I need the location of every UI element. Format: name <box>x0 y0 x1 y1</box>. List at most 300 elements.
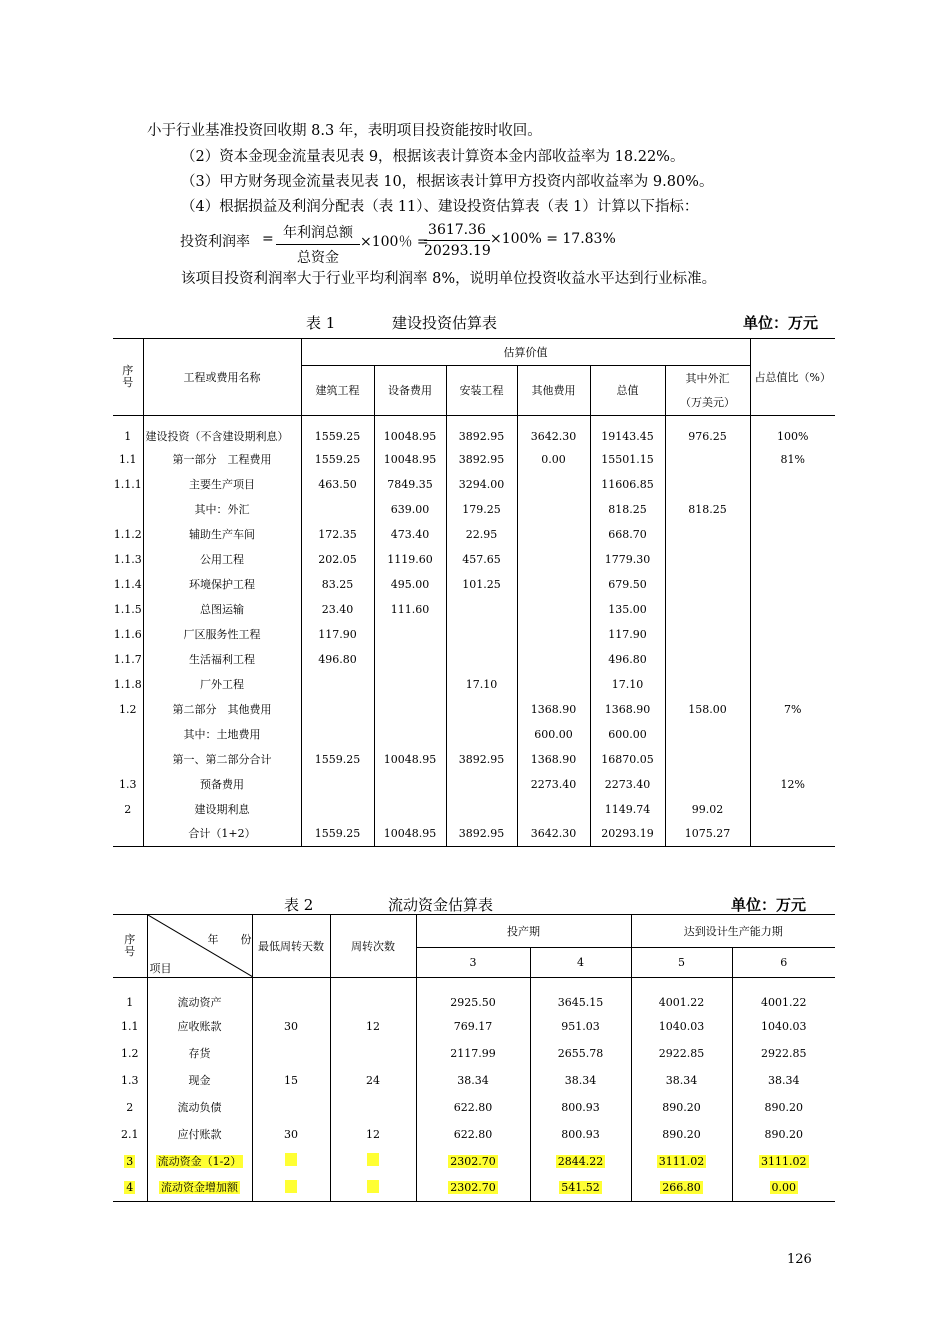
table2-cell-year-4: 800.93 <box>530 1121 631 1148</box>
table2-cell-year-5 <box>631 1148 732 1175</box>
table1-cell-foreign: 1075.27 <box>665 822 750 847</box>
formula-equals: = <box>262 231 274 247</box>
table1-cell-ratio <box>750 747 835 772</box>
table2-cell-seq: 1.1 <box>121 1019 139 1033</box>
table2-cell-turnover: 24 <box>330 1067 416 1094</box>
table1-cell-total: 1368.90 <box>590 697 665 722</box>
table1-cell-installation <box>446 647 517 672</box>
table2-cell-year-5: 890.20 <box>631 1121 732 1148</box>
formula-multiplier-2: ×100% = 17.83% <box>490 231 616 247</box>
working-capital-table <box>113 914 835 1202</box>
table1-cell-ratio <box>750 547 835 572</box>
table1-cell-foreign <box>665 547 750 572</box>
table2-row <box>113 1175 835 1202</box>
table1-header-foreign-line2: （万美元） <box>680 395 735 409</box>
table2-cell-turnover: 12 <box>330 1013 416 1040</box>
table1-cell-equipment: 7849.35 <box>374 472 446 497</box>
table2-cell-year-6: 890.20 <box>732 1094 835 1121</box>
table2-cell-turnover: 12 <box>330 1121 416 1148</box>
table1-cell-foreign: 818.25 <box>665 497 750 522</box>
table1-cell-ratio: 7% <box>750 697 835 722</box>
table1-header-total: 总值 <box>590 366 665 416</box>
table1-cell-installation: 101.25 <box>446 572 517 597</box>
table1-cell-installation: 17.10 <box>446 672 517 697</box>
table1-caption-number: 表 1 <box>306 314 336 332</box>
highlighted-text: 3111.02 <box>658 1154 705 1168</box>
table1-cell-total: 135.00 <box>590 597 665 622</box>
highlight-mark <box>367 1153 379 1166</box>
table1-cell-seq: 1.1.8 <box>113 677 142 691</box>
table2-cell-min-days: 30 <box>252 1121 330 1148</box>
table1-row <box>113 672 835 697</box>
table1-cell-other <box>517 572 590 597</box>
table1-cell-foreign <box>665 597 750 622</box>
table2-cell-turnover <box>330 1040 416 1067</box>
table1-cell-installation <box>446 697 517 722</box>
table1-unit: 单位：万元 <box>743 314 819 332</box>
table1-cell-construction: 1559.25 <box>301 447 374 472</box>
table1-cell-total: 11606.85 <box>590 472 665 497</box>
table2-cell-seq: 2 <box>126 1100 134 1114</box>
table1-cell-ratio <box>750 472 835 497</box>
table1-cell-total: 668.70 <box>590 522 665 547</box>
table2-cell-year-4: 800.93 <box>530 1094 631 1121</box>
table2-caption-title: 流动资金估算表 <box>388 896 494 914</box>
table1-cell-equipment: 1119.60 <box>374 547 446 572</box>
table1-cell-foreign: 976.25 <box>665 416 750 447</box>
table1-cell-name: 第一、第二部分合计 <box>143 747 301 772</box>
table1-cell-name: 环境保护工程 <box>143 572 301 597</box>
highlight-mark <box>285 1180 297 1193</box>
table2-cell-year-3: 2117.99 <box>416 1040 530 1067</box>
table1-cell-seq: 1.1.7 <box>113 652 142 666</box>
table2-row <box>113 1067 835 1094</box>
table2-cell-turnover <box>330 1094 416 1121</box>
construction-investment-table <box>113 338 835 847</box>
table2-cell-min-days <box>252 1094 330 1121</box>
table2-cell-year-4 <box>530 1175 631 1202</box>
table1-cell-seq: 1.1.1 <box>113 477 142 491</box>
table1-cell-foreign <box>665 772 750 797</box>
table2-cell-year-5: 2922.85 <box>631 1040 732 1067</box>
highlighted-text: 流动资金增加额 <box>161 1181 238 1195</box>
table2-cell-item: 应收账款 <box>147 1013 252 1040</box>
table1-cell-other <box>517 597 590 622</box>
table1-cell-installation: 22.95 <box>446 522 517 547</box>
table1-cell-name: 建设投资（不含建设期利息） <box>143 416 301 447</box>
table1-cell-seq: 1.2 <box>119 702 137 716</box>
formula-multiplier-1: ×100％ = <box>360 234 429 250</box>
table2-header-seq: 序号 <box>113 915 147 978</box>
table1-cell-other: 3642.30 <box>517 822 590 847</box>
table1-cell-total: 679.50 <box>590 572 665 597</box>
table1-cell-installation <box>446 622 517 647</box>
table1-cell-construction <box>301 497 374 522</box>
highlighted-text: 流动资金（1-2） <box>157 1154 242 1168</box>
table1-cell-equipment: 10048.95 <box>374 747 446 772</box>
table1-cell-total: 818.25 <box>590 497 665 522</box>
table2-cell-year-4: 2655.78 <box>530 1040 631 1067</box>
table1-cell-equipment <box>374 772 446 797</box>
table1-cell-name: 预备费用 <box>143 772 301 797</box>
table1-cell-name: 第一部分 工程费用 <box>143 447 301 472</box>
table2-row <box>113 1148 835 1175</box>
table1-cell-seq <box>113 497 143 522</box>
table2-cell-min-days <box>252 1148 330 1175</box>
table2-cell-year-4: 951.03 <box>530 1013 631 1040</box>
table1-cell-name: 其中：土地费用 <box>143 722 301 747</box>
table1-cell-equipment: 473.40 <box>374 522 446 547</box>
table1-cell-equipment: 111.60 <box>374 597 446 622</box>
table1-cell-foreign: 158.00 <box>665 697 750 722</box>
table1-cell-ratio <box>750 572 835 597</box>
table1-cell-total: 15501.15 <box>590 447 665 472</box>
table1-cell-seq: 1.1.6 <box>113 627 142 641</box>
table1-cell-other: 3642.30 <box>517 416 590 447</box>
table1-row <box>113 522 835 547</box>
table1-cell-construction: 172.35 <box>301 522 374 547</box>
table2-header-diagonal <box>147 915 252 978</box>
table2-cell-turnover <box>330 978 416 1013</box>
formula-fraction-1-numerator: 年利润总额 <box>276 222 360 245</box>
table2-cell-year-6: 1040.03 <box>732 1013 835 1040</box>
table1-cell-foreign <box>665 747 750 772</box>
table1-cell-equipment: 495.00 <box>374 572 446 597</box>
table1-cell-seq <box>113 747 143 772</box>
table1-header-foreign-line1: 其中外汇 <box>685 371 730 385</box>
table2-cell-item: 存货 <box>147 1040 252 1067</box>
table1-row <box>113 497 835 522</box>
table1-cell-total: 117.90 <box>590 622 665 647</box>
table2-cell-seq <box>113 1148 147 1175</box>
table1-cell-foreign <box>665 722 750 747</box>
table2-row <box>113 1040 835 1067</box>
table2-cell-item: 流动资产 <box>147 978 252 1013</box>
table2-cell-min-days <box>252 1040 330 1067</box>
highlighted-text: 2844.22 <box>557 1154 604 1168</box>
table1-cell-foreign <box>665 647 750 672</box>
table1-cell-total: 20293.19 <box>590 822 665 847</box>
table1-cell-name: 其中：外汇 <box>143 497 301 522</box>
table1-row <box>113 647 835 672</box>
highlighted-text: 4 <box>126 1181 134 1195</box>
table1-cell-seq: 1.1 <box>119 452 137 466</box>
table2-cell-year-6: 4001.22 <box>732 978 835 1013</box>
table2-cell-item: 应付账款 <box>147 1121 252 1148</box>
table2-caption-number: 表 2 <box>284 896 314 914</box>
table2-cell-year-6: 890.20 <box>732 1121 835 1148</box>
table1-cell-equipment: 10048.95 <box>374 447 446 472</box>
table2-cell-year-5: 4001.22 <box>631 978 732 1013</box>
table1-row <box>113 697 835 722</box>
table1-row <box>113 722 835 747</box>
table1-cell-ratio <box>750 647 835 672</box>
table1-row <box>113 747 835 772</box>
table1-cell-total: 2273.40 <box>590 772 665 797</box>
table1-cell-seq: 1.1.5 <box>113 602 142 616</box>
table2-row <box>113 1013 835 1040</box>
table2-cell-seq <box>113 1175 147 1202</box>
page-number: 126 <box>787 1252 812 1267</box>
table2-row <box>113 1121 835 1148</box>
table1-cell-ratio: 81% <box>750 447 835 472</box>
table2-cell-item: 流动负债 <box>147 1094 252 1121</box>
table1-cell-seq <box>113 722 143 747</box>
table2-header-min-days: 最低周转天数 <box>252 915 330 978</box>
table1-cell-total: 1779.30 <box>590 547 665 572</box>
table2-cell-turnover <box>330 1175 416 1202</box>
table1-cell-ratio: 12% <box>750 772 835 797</box>
table1-cell-installation <box>446 797 517 822</box>
table1-row <box>113 772 835 797</box>
table1-cell-equipment: 639.00 <box>374 497 446 522</box>
table1-cell-foreign <box>665 672 750 697</box>
table1-cell-total: 1149.74 <box>590 797 665 822</box>
paragraph-conclusion: 该项目投资利润率大于行业平均利润率 8%，说明单位投资收益水平达到行业标准。 <box>181 271 717 287</box>
paragraph-partya-irr: （3）甲方财务现金流量表见表 10，根据该表计算甲方投资内部收益率为 9.80%。 <box>181 174 714 190</box>
table1-cell-seq <box>113 822 143 847</box>
table1-cell-ratio <box>750 797 835 822</box>
table1-cell-equipment <box>374 622 446 647</box>
highlight-mark <box>285 1153 297 1166</box>
table2-header-turnover: 周转次数 <box>330 915 416 978</box>
formula-fraction-1-denominator: 总资金 <box>297 250 339 266</box>
table1-cell-total: 600.00 <box>590 722 665 747</box>
table2-cell-year-3 <box>416 1148 530 1175</box>
table1-cell-equipment <box>374 672 446 697</box>
table2-cell-year-3: 2925.50 <box>416 978 530 1013</box>
table1-cell-other <box>517 622 590 647</box>
table1-cell-seq: 1.1.2 <box>113 527 142 541</box>
formula-fraction-2-numerator: 3617.36 <box>424 222 490 241</box>
table1-cell-construction <box>301 797 374 822</box>
table2-cell-year-3: 769.17 <box>416 1013 530 1040</box>
table2-header-year-4: 4 <box>530 948 631 978</box>
table1-cell-installation: 3892.95 <box>446 416 517 447</box>
table1-cell-seq: 1.3 <box>119 777 137 791</box>
table1-header-estimate: 估算价值 <box>301 339 750 366</box>
highlighted-text: 2302.70 <box>450 1154 496 1168</box>
table1-cell-name: 公用工程 <box>143 547 301 572</box>
table2-cell-seq: 1.2 <box>121 1046 139 1060</box>
table1-caption-title: 建设投资估算表 <box>392 314 498 332</box>
table2-row <box>113 978 835 1013</box>
table1-cell-installation: 3294.00 <box>446 472 517 497</box>
table1-cell-installation: 3892.95 <box>446 447 517 472</box>
table1-cell-construction <box>301 672 374 697</box>
table1-cell-equipment <box>374 647 446 672</box>
table1-cell-other <box>517 472 590 497</box>
table1-cell-installation <box>446 597 517 622</box>
paragraph-capital-irr: （2）资本金现金流量表见表 9，根据该表计算资本金内部收益率为 18.22%。 <box>181 149 685 165</box>
table1-header-other: 其他费用 <box>517 366 590 416</box>
highlight-mark <box>367 1180 379 1193</box>
table1-cell-other: 0.00 <box>517 447 590 472</box>
table2-cell-min-days <box>252 978 330 1013</box>
table1-header-construction: 建筑工程 <box>301 366 374 416</box>
table2-header-production: 投产期 <box>416 915 631 948</box>
table2-cell-year-3: 622.80 <box>416 1094 530 1121</box>
table1-cell-equipment <box>374 797 446 822</box>
table2-cell-item <box>147 1175 252 1202</box>
table1-cell-other: 1368.90 <box>517 697 590 722</box>
table1-cell-total: 19143.45 <box>590 416 665 447</box>
table1-cell-installation <box>446 722 517 747</box>
table1-cell-other: 1368.90 <box>517 747 590 772</box>
table1-cell-installation: 457.65 <box>446 547 517 572</box>
table1-cell-name: 厂外工程 <box>143 672 301 697</box>
table1-cell-total: 496.80 <box>590 647 665 672</box>
table1-cell-other <box>517 547 590 572</box>
table2-cell-year-6 <box>732 1148 835 1175</box>
table1-cell-foreign: 99.02 <box>665 797 750 822</box>
table1-cell-seq: 1.1.4 <box>113 577 142 591</box>
table1-header-equipment: 设备费用 <box>374 366 446 416</box>
table1-cell-name: 辅助生产车间 <box>143 522 301 547</box>
table2-cell-seq: 1 <box>126 995 134 1009</box>
table2-cell-item: 现金 <box>147 1067 252 1094</box>
table1-cell-construction: 1559.25 <box>301 747 374 772</box>
table2-cell-year-3: 38.34 <box>416 1067 530 1094</box>
paragraph-indicators: （4）根据损益及利润分配表（表 11）、建设投资估算表（表 1）计算以下指标： <box>181 199 699 215</box>
table1-cell-seq: 2 <box>124 802 132 816</box>
table2-cell-min-days: 15 <box>252 1067 330 1094</box>
formula-fraction-2-denominator: 20293.19 <box>424 243 491 259</box>
table1-cell-other: 2273.40 <box>517 772 590 797</box>
table2-cell-year-5: 890.20 <box>631 1094 732 1121</box>
highlighted-text: 541.52 <box>561 1181 600 1195</box>
table1-cell-name: 厂区服务性工程 <box>143 622 301 647</box>
table1-cell-installation: 179.25 <box>446 497 517 522</box>
table2-cell-year-4 <box>530 1148 631 1175</box>
table1-row <box>113 472 835 497</box>
table1-cell-installation: 3892.95 <box>446 822 517 847</box>
table1-row <box>113 622 835 647</box>
table2-row <box>113 1094 835 1121</box>
table1-cell-seq: 1 <box>124 429 132 443</box>
table1-cell-construction: 1559.25 <box>301 822 374 847</box>
table1-cell-installation <box>446 772 517 797</box>
table2-header-year-6: 6 <box>732 948 835 978</box>
table1-row <box>113 547 835 572</box>
table1-cell-name: 第二部分 其他费用 <box>143 697 301 722</box>
formula-fraction-2 <box>424 222 490 259</box>
table1-cell-ratio <box>750 597 835 622</box>
table1-cell-equipment: 10048.95 <box>374 822 446 847</box>
table1-cell-construction: 117.90 <box>301 622 374 647</box>
table1-row <box>113 447 835 472</box>
table1-cell-equipment: 10048.95 <box>374 416 446 447</box>
highlighted-text: 3111.02 <box>761 1154 807 1168</box>
table2-cell-year-4: 38.34 <box>530 1067 631 1094</box>
table1-row <box>113 797 835 822</box>
table1-cell-construction: 23.40 <box>301 597 374 622</box>
table1-header-ratio: 占总值比（%） <box>750 339 835 416</box>
table2-cell-year-6: 38.34 <box>732 1067 835 1094</box>
table2-cell-year-6: 2922.85 <box>732 1040 835 1067</box>
table1-cell-equipment <box>374 697 446 722</box>
table1-cell-construction: 202.05 <box>301 547 374 572</box>
table1-header-name: 工程或费用名称 <box>143 339 301 416</box>
table1-cell-ratio <box>750 497 835 522</box>
table1-cell-ratio <box>750 672 835 697</box>
highlighted-text: 266.80 <box>662 1181 701 1195</box>
table1-cell-equipment <box>374 722 446 747</box>
table1-cell-construction <box>301 697 374 722</box>
table2-header-year-5: 5 <box>631 948 732 978</box>
table1-cell-other <box>517 672 590 697</box>
table1-cell-ratio <box>750 522 835 547</box>
table2-cell-turnover <box>330 1148 416 1175</box>
table1-cell-name: 建设期利息 <box>143 797 301 822</box>
table1-cell-other <box>517 497 590 522</box>
table1-cell-name: 主要生产项目 <box>143 472 301 497</box>
highlighted-text: 3 <box>126 1154 134 1168</box>
table1-cell-construction <box>301 722 374 747</box>
table1-cell-foreign <box>665 522 750 547</box>
paragraph-payback: 小于行业基准投资回收期 8.3 年，表明项目投资能按时收回。 <box>147 123 542 139</box>
table1-cell-ratio <box>750 622 835 647</box>
table1-cell-other <box>517 797 590 822</box>
table1-cell-ratio <box>750 722 835 747</box>
table1-cell-foreign <box>665 572 750 597</box>
table2-cell-year-4: 3645.15 <box>530 978 631 1013</box>
table2-cell-seq: 1.3 <box>121 1073 139 1087</box>
table1-header-seq: 序号 <box>113 339 143 416</box>
table1-cell-other: 600.00 <box>517 722 590 747</box>
table1-cell-other <box>517 522 590 547</box>
table2-cell-seq: 2.1 <box>121 1127 139 1141</box>
table2-cell-year-3 <box>416 1175 530 1202</box>
table1-cell-name: 合计（1+2） <box>143 822 301 847</box>
table2-header-year: 年 份 <box>207 933 252 946</box>
table1-cell-ratio: 100% <box>750 416 835 447</box>
table1-cell-total: 16870.05 <box>590 747 665 772</box>
table1-header-foreign <box>665 366 750 416</box>
formula-lhs: 投资利润率 <box>180 234 250 250</box>
table1-cell-name: 总图运输 <box>143 597 301 622</box>
table1-cell-ratio <box>750 822 835 847</box>
table1-cell-foreign <box>665 472 750 497</box>
table2-cell-min-days <box>252 1175 330 1202</box>
table1-cell-foreign <box>665 622 750 647</box>
table2-cell-year-5: 38.34 <box>631 1067 732 1094</box>
table1-cell-construction: 463.50 <box>301 472 374 497</box>
table1-cell-construction: 1559.25 <box>301 416 374 447</box>
table1-row <box>113 822 835 847</box>
table2-cell-year-5 <box>631 1175 732 1202</box>
table1-row <box>113 572 835 597</box>
table2-header-design: 达到设计生产能力期 <box>631 915 835 948</box>
table2-cell-year-5: 1040.03 <box>631 1013 732 1040</box>
table2-cell-year-3: 622.80 <box>416 1121 530 1148</box>
highlighted-text: 0.00 <box>771 1181 796 1195</box>
table1-cell-construction: 83.25 <box>301 572 374 597</box>
table2-unit: 单位：万元 <box>731 896 807 914</box>
table2-cell-item <box>147 1148 252 1175</box>
table1-cell-other <box>517 647 590 672</box>
table2-cell-year-6 <box>732 1175 835 1202</box>
table1-header-installation: 安装工程 <box>446 366 517 416</box>
table2-header-item: 项目 <box>149 962 172 975</box>
table1-cell-name: 生活福利工程 <box>143 647 301 672</box>
table1-row <box>113 597 835 622</box>
formula-fraction-1 <box>276 222 360 267</box>
table2-cell-min-days: 30 <box>252 1013 330 1040</box>
table1-cell-total: 17.10 <box>590 672 665 697</box>
table1-row <box>113 416 835 447</box>
table1-cell-installation: 3892.95 <box>446 747 517 772</box>
